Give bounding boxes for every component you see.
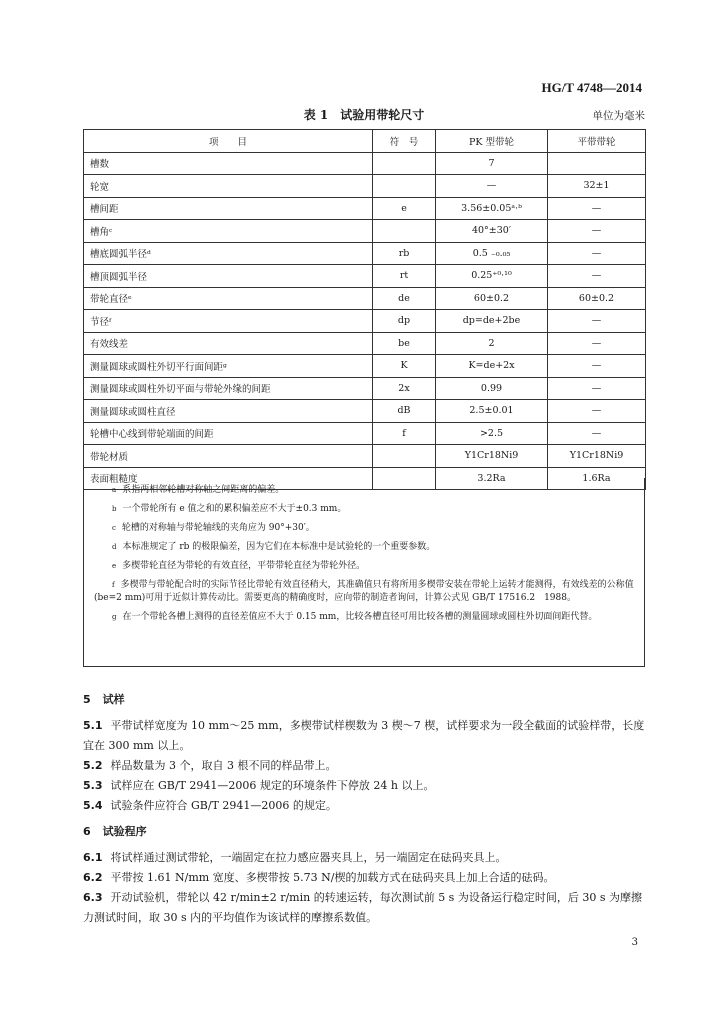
note-text: 系指两相邻轮槽对称轴之间距离的偏差。: [122, 485, 285, 495]
table-row: [84, 355, 646, 378]
table-header-row: [84, 130, 646, 153]
table-row: [84, 332, 646, 355]
cell-symbol: rb: [373, 242, 436, 265]
table-row: [84, 152, 646, 175]
table-note: [94, 541, 634, 554]
clause-number: 5.3: [83, 779, 103, 792]
section-6-clauses: [83, 848, 645, 928]
table-row: [84, 242, 646, 265]
clause-number: 6.3: [83, 891, 103, 904]
section-5-heading: [83, 690, 645, 710]
clause-text: 样品数量为 3 个，取自 3 根不同的样品带上。: [110, 759, 337, 772]
note-text: 多楔带与带轮配合时的实际节径比带轮有效直径稍大，其准确值只有将所用多楔带安装在带轮上运转才能测得，有效线差的公称值(be=2 mm)可用于近似计算传动比。需要更高的精确度时，应向带的制造者询问，计算公式见 GB/T 17516.2 1988。: [94, 580, 634, 603]
section-5: [83, 690, 645, 816]
cell-pk: 40°±30′: [436, 220, 548, 243]
section-6: [83, 822, 645, 928]
section-6-number: 6: [83, 825, 91, 838]
standard-code: HG/T 4748—2014: [541, 80, 642, 95]
note-mark: a: [112, 486, 117, 494]
table-row: [84, 265, 646, 288]
clause-number: 5.1: [83, 719, 103, 732]
cell-pk: 2: [436, 332, 548, 355]
cell-pk: 2.5±0.01: [436, 400, 548, 423]
cell-item: 节径ᶠ: [84, 310, 373, 333]
table-note: [94, 522, 634, 535]
cell-item: 测量圆球或圆柱直径: [84, 400, 373, 423]
table-body: [84, 152, 646, 490]
table-row: [84, 445, 646, 468]
cell-item: 轮槽中心线到带轮端面的间距: [84, 422, 373, 445]
clause-text: 试验条件应符合 GB/T 2941—2006 的规定。: [110, 799, 337, 812]
cell-pk: 0.25⁺⁰·¹⁰: [436, 265, 548, 288]
section-6-title: 试验程序: [102, 825, 147, 838]
cell-item: 槽底圆弧半径ᵈ: [84, 242, 373, 265]
note-mark: e: [112, 562, 117, 570]
cell-flat: 60±0.2: [548, 287, 646, 310]
clause-number: 5.4: [83, 799, 103, 812]
dimensions-table: [83, 129, 646, 490]
cell-item: 带轮直径ᵉ: [84, 287, 373, 310]
table-note: [94, 611, 634, 624]
cell-flat: —: [548, 265, 646, 288]
table-note: [94, 560, 634, 573]
cell-symbol: K: [373, 355, 436, 378]
note-text: 本标准规定了 rb 的极限偏差，因为它们在本标准中是试验轮的一个重要参数。: [122, 542, 436, 552]
note-text: 轮槽的对称轴与带轮轴线的夹角应为 90°+30′。: [121, 523, 315, 533]
cell-item: 槽角ᶜ: [84, 220, 373, 243]
table-row: [84, 175, 646, 198]
cell-pk: 3.56±0.05ᵃ·ᵇ: [436, 197, 548, 220]
cell-pk: —: [436, 175, 548, 198]
table-row: [84, 400, 646, 423]
clause-text: 开动试验机，带轮以 42 r/min±2 r/min 的转速运转，每次测试前 5 s 为设备运行稳定时间，后 30 s 为摩擦力测试时间，取 30 s 内的平均值作为该试样的摩擦系数值。: [83, 891, 642, 924]
table-title: 表 1 试验用带轮尺寸: [303, 108, 425, 122]
cell-flat: [548, 152, 646, 175]
cell-symbol: be: [373, 332, 436, 355]
table-row: [84, 287, 646, 310]
table-row: [84, 310, 646, 333]
cell-symbol: f: [373, 422, 436, 445]
cell-pk: 0.5 ₋₀.₀₅: [436, 242, 548, 265]
cell-flat: —: [548, 310, 646, 333]
section-6-heading: [83, 822, 645, 842]
table-row: [84, 377, 646, 400]
note-mark: f: [112, 581, 115, 589]
clause: [83, 868, 645, 888]
note-text: 一个带轮所有 e 值之和的累积偏差应不大于±0.3 mm。: [122, 504, 347, 514]
cell-symbol: [373, 152, 436, 175]
table-row: [84, 197, 646, 220]
cell-pk: 0.99: [436, 377, 548, 400]
section-5-clauses: [83, 716, 645, 816]
cell-item: 测量圆球或圆柱外切平行面间距ᵍ: [84, 355, 373, 378]
section-5-number: 5: [83, 693, 91, 706]
note-text: 多楔带轮直径为带轮的有效直径，平带带轮直径为带轮外径。: [122, 561, 366, 571]
cell-flat: —: [548, 377, 646, 400]
cell-item: 槽顶圆弧半径: [84, 265, 373, 288]
header-flat: 平带带轮: [548, 130, 646, 153]
cell-symbol: e: [373, 197, 436, 220]
table-unit: 单位为毫米: [592, 110, 645, 122]
cell-item: 测量圆球或圆柱外切平面与带轮外缘的间距: [84, 377, 373, 400]
cell-pk: >2.5: [436, 422, 548, 445]
cell-pk: 3.2Ra: [436, 467, 548, 490]
table-notes: [83, 478, 645, 667]
clause-number: 6.2: [83, 871, 103, 884]
clause-text: 平带试样宽度为 10 mm～25 mm，多楔带试样楔数为 3 楔～7 楔，试样要求为一段全截面的试验样带，长度宜在 300 mm 以上。: [83, 719, 645, 752]
cell-symbol: [373, 220, 436, 243]
table-row: [84, 220, 646, 243]
cell-item: 带轮材质: [84, 445, 373, 468]
cell-symbol: dp: [373, 310, 436, 333]
cell-item: 轮宽: [84, 175, 373, 198]
clause-text: 试样应在 GB/T 2941—2006 规定的环境条件下停放 24 h 以上。: [110, 779, 435, 792]
clause: [83, 756, 645, 776]
cell-item: 有效线差: [84, 332, 373, 355]
clause: [83, 796, 645, 816]
cell-symbol: rt: [373, 265, 436, 288]
cell-flat: Y1Cr18Ni9: [548, 445, 646, 468]
table-caption: [83, 106, 645, 126]
cell-flat: 32±1: [548, 175, 646, 198]
note-mark: d: [112, 543, 117, 551]
cell-pk: dp=de+2be: [436, 310, 548, 333]
cell-flat: —: [548, 197, 646, 220]
clause-number: 6.1: [83, 851, 103, 864]
table-row: [84, 422, 646, 445]
cell-symbol: [373, 175, 436, 198]
cell-flat: —: [548, 332, 646, 355]
cell-flat: —: [548, 422, 646, 445]
cell-symbol: de: [373, 287, 436, 310]
cell-flat: —: [548, 400, 646, 423]
cell-symbol: 2x: [373, 377, 436, 400]
note-mark: c: [112, 524, 116, 532]
section-5-title: 试样: [102, 693, 125, 706]
clause: [83, 776, 645, 796]
table-note: [94, 579, 634, 605]
cell-item: 表面粗糙度: [84, 467, 373, 490]
cell-symbol: dB: [373, 400, 436, 423]
note-mark: g: [112, 613, 117, 621]
cell-item: 槽间距: [84, 197, 373, 220]
cell-pk: Y1Cr18Ni9: [436, 445, 548, 468]
clause: [83, 888, 645, 928]
cell-pk: 7: [436, 152, 548, 175]
cell-pk: K=de+2x: [436, 355, 548, 378]
cell-symbol: [373, 445, 436, 468]
clause-number: 5.2: [83, 759, 103, 772]
cell-flat: —: [548, 220, 646, 243]
table-note: [94, 503, 634, 516]
clause: [83, 848, 645, 868]
cell-flat: —: [548, 355, 646, 378]
cell-pk: 60±0.2: [436, 287, 548, 310]
note-mark: b: [112, 505, 117, 513]
note-text: 在一个带轮各槽上测得的直径差值应不大于 0.15 mm，比较各槽直径可用比较各槽的测量圆球或圆柱外切面间距代替。: [122, 612, 598, 622]
header-item: 项 目: [84, 130, 373, 153]
page-number: 3: [631, 937, 638, 948]
clause-text: 平带按 1.61 N/mm 宽度、多楔带按 5.73 N/楔的加载方式在砝码夹具上加上合适的砝码。: [110, 871, 555, 884]
header-symbol: 符 号: [373, 130, 436, 153]
cell-item: 槽数: [84, 152, 373, 175]
clause-text: 将试样通过测试带轮，一端固定在拉力感应器夹具上，另一端固定在砝码夹具上。: [110, 851, 507, 864]
clause: [83, 716, 645, 756]
cell-flat: 1.6Ra: [548, 467, 646, 490]
table-note: [94, 484, 634, 497]
cell-flat: —: [548, 242, 646, 265]
header-pk: PK 型带轮: [436, 130, 548, 153]
